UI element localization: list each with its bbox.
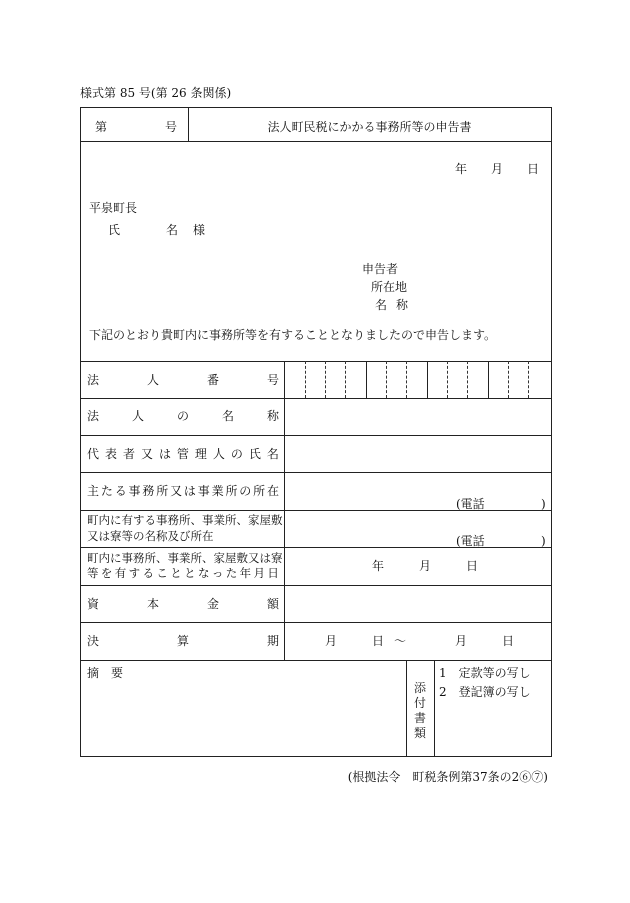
fiscal-period-label: 決 算 期 (87, 634, 279, 648)
main-office-phone-open: (電話 (456, 497, 485, 511)
date-year: 年 (455, 162, 468, 176)
representative-label: 代 表 者 又 は 管 理 人 の 氏 名 (87, 447, 279, 461)
fiscal-month-1: 月 (325, 634, 338, 648)
local-office-phone-open: (電話 (456, 534, 485, 548)
start-year: 年 (372, 559, 385, 573)
corp-name-label: 法 人 の 名 称 (87, 409, 279, 423)
applicant-label: 申告者 (362, 262, 399, 276)
recipient-name-b: 名 (166, 223, 179, 237)
local-office-label-2: 又は寮等の名称及び所在 (87, 529, 214, 543)
applicant-address-label: 所在地 (371, 280, 408, 294)
recipient-line1: 平泉町長 (89, 201, 138, 215)
start-month: 月 (419, 559, 432, 573)
form-code: 様式第 85 号(第 26 条関係) (80, 86, 232, 100)
start-date-label-2: 等 を 有 す る こ と と な っ た 年 月 日 (87, 566, 279, 580)
local-office-label-1: 町内に有する事務所、事業所、家屋敷 (87, 513, 283, 527)
date-day: 日 (527, 162, 540, 176)
start-date-label-1: 町内に事務所、事業所、家屋敷又は寮 (87, 551, 283, 565)
corp-number-label: 法 人 番 号 (87, 373, 279, 387)
attachments-label: 添 付 書 類 (413, 681, 426, 740)
fiscal-tilde: ～ (394, 634, 407, 648)
main-office-label: 主 た る 事 務 所 又 は 事 業 所 の 所 在 (87, 484, 279, 498)
date-month: 月 (491, 162, 504, 176)
recipient-name-a: 氏 (108, 223, 121, 237)
statement: 下記のとおり貴町内に事務所等を有することとなりましたので申告します。 (89, 328, 497, 342)
form-title: 法人町民税にかかる事務所等の申告書 (267, 120, 472, 134)
local-office-phone-close: ) (541, 534, 546, 548)
fiscal-day-2: 日 (502, 634, 515, 648)
fiscal-month-2: 月 (455, 634, 468, 648)
recipient-name-c: 様 (193, 223, 206, 237)
start-day: 日 (466, 559, 479, 573)
number-label-right: 号 (165, 120, 178, 134)
fiscal-day-1: 日 (372, 634, 385, 648)
main-office-phone-close: ) (541, 497, 546, 511)
capital-label: 資 本 金 額 (87, 597, 279, 611)
attachment-item-1: 1 定款等の写し (439, 666, 531, 680)
applicant-name-a: 名 (375, 298, 388, 312)
declaration-form (80, 107, 552, 757)
remarks-label: 摘 要 (87, 666, 124, 680)
attachment-item-2: 2 登記簿の写し (439, 685, 531, 699)
legal-basis: (根拠法令 町税条例第37条の2⑥⑦) (347, 770, 548, 784)
applicant-name-b: 称 (396, 298, 409, 312)
number-label-left: 第 (95, 120, 108, 134)
